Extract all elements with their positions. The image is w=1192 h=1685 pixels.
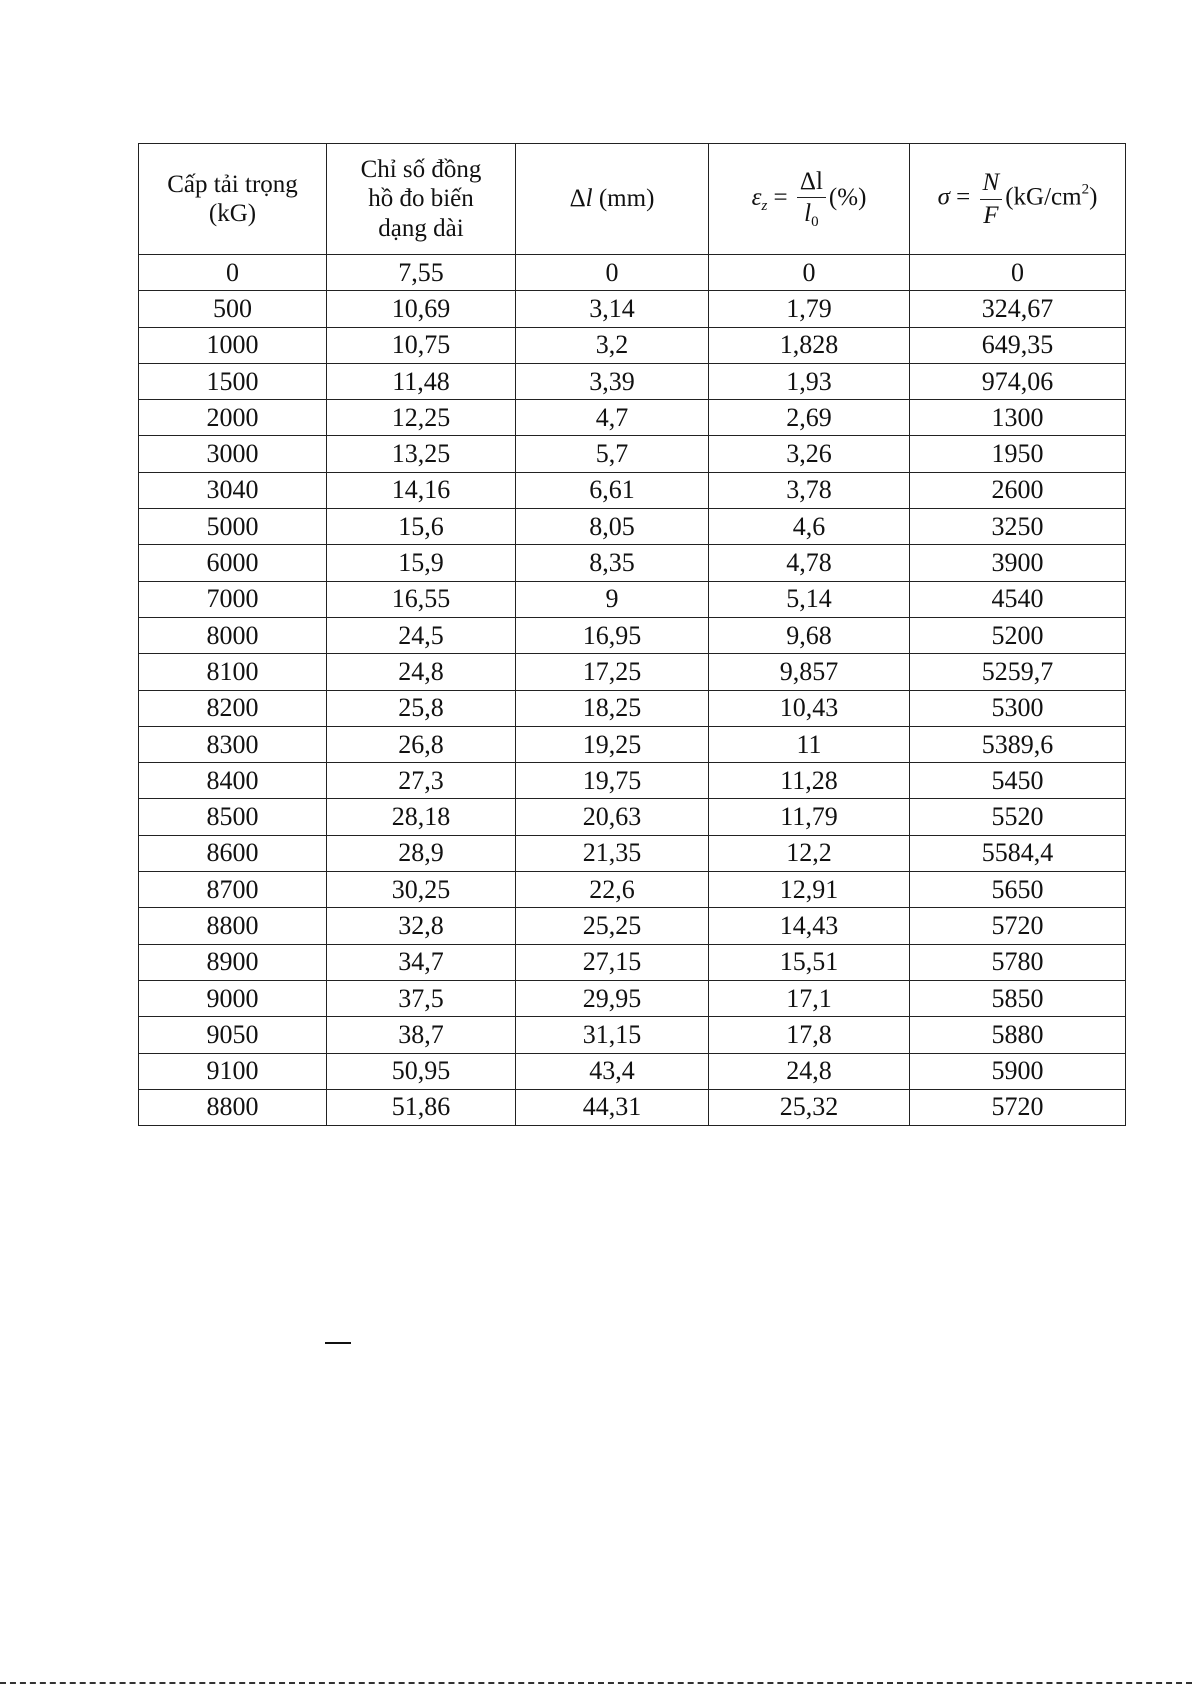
cell-gauge: 14,16 — [327, 472, 516, 508]
cell-gauge: 25,8 — [327, 690, 516, 726]
cell-stress: 5720 — [910, 1089, 1126, 1125]
measurement-table — [138, 143, 1126, 1126]
cell-load: 6000 — [139, 545, 327, 581]
cell-delta: 22,6 — [516, 872, 709, 908]
header-stress-formula: σ = $\frac{N}{F}$ $(kG/cm^2)$ — [910, 144, 1126, 255]
cell-load: 8900 — [139, 944, 327, 980]
cell-delta: 17,25 — [516, 654, 709, 690]
header-row — [139, 144, 1126, 255]
overline-mark — [325, 1342, 351, 1344]
table-row — [139, 726, 1126, 762]
cell-gauge: 27,3 — [327, 763, 516, 799]
cell-gauge: 15,6 — [327, 509, 516, 545]
cell-strain: 5,14 — [709, 581, 910, 617]
cell-delta: 8,05 — [516, 509, 709, 545]
cell-load: 8300 — [139, 726, 327, 762]
cell-delta: 18,25 — [516, 690, 709, 726]
cell-strain: 17,8 — [709, 1017, 910, 1053]
cell-gauge: 30,25 — [327, 872, 516, 908]
cell-stress: 974,06 — [910, 363, 1126, 399]
cell-load: 9100 — [139, 1053, 327, 1089]
cell-stress: 4540 — [910, 581, 1126, 617]
table-row — [139, 908, 1126, 944]
cell-gauge: 24,8 — [327, 654, 516, 690]
cell-strain: 9,857 — [709, 654, 910, 690]
cell-stress: 3900 — [910, 545, 1126, 581]
table-row — [139, 799, 1126, 835]
cell-gauge: 10,69 — [327, 291, 516, 327]
table-row — [139, 327, 1126, 363]
table-row — [139, 980, 1126, 1016]
header-elongation: Δl (mm) — [516, 144, 709, 255]
table-row — [139, 872, 1126, 908]
cell-stress: 5880 — [910, 1017, 1126, 1053]
cell-load: 1000 — [139, 327, 327, 363]
table-row — [139, 1053, 1126, 1089]
cell-load: 500 — [139, 291, 327, 327]
header-load-level: Cấp tải trọng (kG) — [139, 144, 327, 255]
cell-stress: 5389,6 — [910, 726, 1126, 762]
cell-load: 8200 — [139, 690, 327, 726]
cell-gauge: 16,55 — [327, 581, 516, 617]
cell-strain: 0 — [709, 255, 910, 291]
table-row — [139, 944, 1126, 980]
cell-gauge: 32,8 — [327, 908, 516, 944]
strain-fraction: $\frac{\Delta l}{l_0}$ — [797, 168, 826, 231]
cell-stress: 5450 — [910, 763, 1126, 799]
cell-delta: 9 — [516, 581, 709, 617]
cell-delta: 20,63 — [516, 799, 709, 835]
table-row — [139, 654, 1126, 690]
cell-load: 9050 — [139, 1017, 327, 1053]
cell-stress: 0 — [910, 255, 1126, 291]
cell-stress: 5200 — [910, 617, 1126, 653]
table-row — [139, 1017, 1126, 1053]
table-row — [139, 472, 1126, 508]
cell-delta: 44,31 — [516, 1089, 709, 1125]
cell-gauge: 24,5 — [327, 617, 516, 653]
cell-stress: 1950 — [910, 436, 1126, 472]
cell-strain: 12,2 — [709, 835, 910, 871]
cell-gauge: 7,55 — [327, 255, 516, 291]
table-row — [139, 690, 1126, 726]
cell-strain: 1,93 — [709, 363, 910, 399]
cell-gauge: 10,75 — [327, 327, 516, 363]
cell-delta: 3,2 — [516, 327, 709, 363]
cell-delta: 29,95 — [516, 980, 709, 1016]
cell-gauge: 28,9 — [327, 835, 516, 871]
cell-strain: 9,68 — [709, 617, 910, 653]
cell-gauge: 15,9 — [327, 545, 516, 581]
cell-stress: 1300 — [910, 400, 1126, 436]
cell-gauge: 37,5 — [327, 980, 516, 1016]
cell-load: 5000 — [139, 509, 327, 545]
cell-strain: 1,828 — [709, 327, 910, 363]
cell-strain: 3,26 — [709, 436, 910, 472]
cell-load: 7000 — [139, 581, 327, 617]
cell-strain: 14,43 — [709, 908, 910, 944]
cell-delta: 4,7 — [516, 400, 709, 436]
cell-strain: 4,78 — [709, 545, 910, 581]
page-bottom-edge — [0, 1682, 1192, 1684]
cell-strain: 4,6 — [709, 509, 910, 545]
cell-strain: 2,69 — [709, 400, 910, 436]
cell-strain: 11 — [709, 726, 910, 762]
cell-strain: 17,1 — [709, 980, 910, 1016]
cell-load: 3000 — [139, 436, 327, 472]
cell-strain: 11,79 — [709, 799, 910, 835]
cell-strain: 3,78 — [709, 472, 910, 508]
cell-gauge: 34,7 — [327, 944, 516, 980]
table-row — [139, 509, 1126, 545]
cell-delta: 21,35 — [516, 835, 709, 871]
table-row — [139, 291, 1126, 327]
cell-strain: 12,91 — [709, 872, 910, 908]
table-row — [139, 617, 1126, 653]
cell-stress: 5300 — [910, 690, 1126, 726]
cell-stress: 5650 — [910, 872, 1126, 908]
cell-delta: 5,7 — [516, 436, 709, 472]
cell-strain: 24,8 — [709, 1053, 910, 1089]
cell-gauge: 12,25 — [327, 400, 516, 436]
cell-load: 0 — [139, 255, 327, 291]
cell-gauge: 38,7 — [327, 1017, 516, 1053]
cell-strain: 10,43 — [709, 690, 910, 726]
cell-delta: 0 — [516, 255, 709, 291]
cell-gauge: 26,8 — [327, 726, 516, 762]
cell-stress: 5720 — [910, 908, 1126, 944]
cell-gauge: 28,18 — [327, 799, 516, 835]
cell-stress: 324,67 — [910, 291, 1126, 327]
table-row — [139, 436, 1126, 472]
table-row — [139, 1089, 1126, 1125]
cell-delta: 3,39 — [516, 363, 709, 399]
cell-delta: 31,15 — [516, 1017, 709, 1053]
table-row — [139, 363, 1126, 399]
cell-delta: 25,25 — [516, 908, 709, 944]
table-body — [139, 255, 1126, 1126]
cell-stress: 5850 — [910, 980, 1126, 1016]
cell-gauge: 13,25 — [327, 436, 516, 472]
cell-load: 8800 — [139, 908, 327, 944]
cell-strain: 1,79 — [709, 291, 910, 327]
cell-load: 9000 — [139, 980, 327, 1016]
cell-gauge: 50,95 — [327, 1053, 516, 1089]
cell-stress: 5780 — [910, 944, 1126, 980]
table-row — [139, 581, 1126, 617]
cell-stress: 649,35 — [910, 327, 1126, 363]
cell-load: 1500 — [139, 363, 327, 399]
table-row — [139, 400, 1126, 436]
cell-load: 8600 — [139, 835, 327, 871]
cell-delta: 8,35 — [516, 545, 709, 581]
cell-stress: 5900 — [910, 1053, 1126, 1089]
table-row — [139, 835, 1126, 871]
cell-strain: 15,51 — [709, 944, 910, 980]
cell-stress: 2600 — [910, 472, 1126, 508]
cell-stress: 5259,7 — [910, 654, 1126, 690]
cell-gauge: 11,48 — [327, 363, 516, 399]
cell-load: 3040 — [139, 472, 327, 508]
cell-delta: 19,25 — [516, 726, 709, 762]
cell-delta: 16,95 — [516, 617, 709, 653]
cell-stress: 5584,4 — [910, 835, 1126, 871]
table-row — [139, 545, 1126, 581]
cell-delta: 6,61 — [516, 472, 709, 508]
cell-delta: 43,4 — [516, 1053, 709, 1089]
table-row — [139, 255, 1126, 291]
header-strain-formula: $\varepsilon_z$ = $\frac{\Delta l}{l_0}$ (%) — [709, 144, 910, 255]
cell-strain: 25,32 — [709, 1089, 910, 1125]
cell-load: 2000 — [139, 400, 327, 436]
cell-stress: 5520 — [910, 799, 1126, 835]
cell-load: 8800 — [139, 1089, 327, 1125]
header-gauge-reading: Chỉ số đồng hồ đo biến dạng dài — [327, 144, 516, 255]
cell-delta: 27,15 — [516, 944, 709, 980]
table-row — [139, 763, 1126, 799]
cell-gauge: 51,86 — [327, 1089, 516, 1125]
cell-delta: 19,75 — [516, 763, 709, 799]
cell-load: 8100 — [139, 654, 327, 690]
cell-strain: 11,28 — [709, 763, 910, 799]
cell-stress: 3250 — [910, 509, 1126, 545]
cell-delta: 3,14 — [516, 291, 709, 327]
cell-load: 8400 — [139, 763, 327, 799]
cell-load: 8000 — [139, 617, 327, 653]
cell-load: 8700 — [139, 872, 327, 908]
stress-fraction: $\frac{N}{F}$ — [980, 169, 1003, 229]
cell-load: 8500 — [139, 799, 327, 835]
